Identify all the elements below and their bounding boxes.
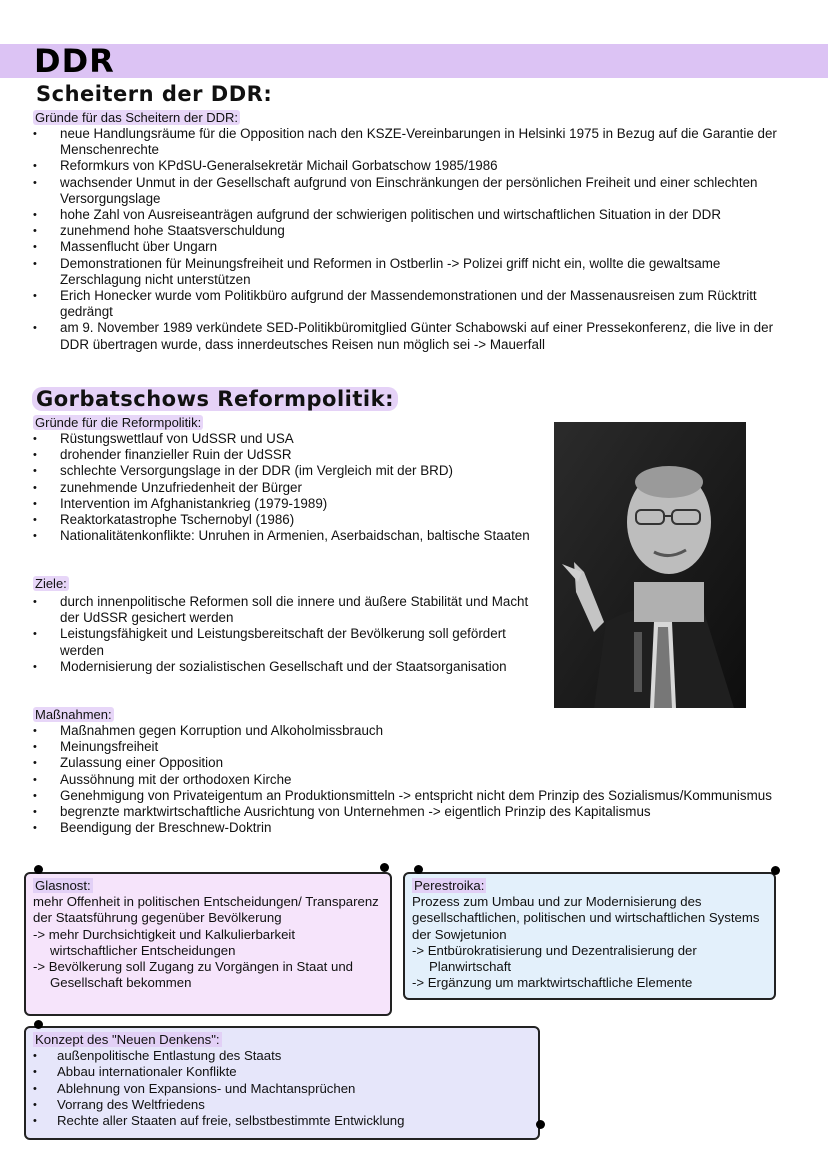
- perestroika-arrow-1: -> Entbürokratisierung und Dezentralisierung der Planwirtschaft: [412, 942, 697, 975]
- list-item: • Intervention im Afghanistankrieg (1979-1989): [33, 496, 533, 512]
- list-item: • Beendigung der Breschnew-Doktrin: [33, 820, 793, 836]
- list-item: • Rechte aller Staaten auf freie, selbstbestimmte Entwicklung: [33, 1113, 531, 1129]
- pin-dot: [536, 1120, 545, 1129]
- neues-denken-box: [24, 1026, 540, 1140]
- list-item: • Maßnahmen gegen Korruption und Alkoholmissbrauch: [33, 723, 793, 739]
- perestroika-box: [403, 872, 776, 1000]
- massnahmen-label: Maßnahmen:: [35, 707, 112, 722]
- perestroika-text: Prozess zum Umbau und zur Modernisierung des gesellschaftlichen, politischen und wirtschaftlichen Systems der Sowjetunion: [412, 894, 760, 942]
- list-item: • Aussöhnung mit der orthodoxen Kirche: [33, 772, 793, 788]
- list-item: • zunehmende Unzufriedenheit der Bürger: [33, 480, 533, 496]
- title-band: [0, 44, 828, 78]
- glasnost-box: [24, 872, 392, 1016]
- list-item: • Vorrang des Weltfriedens: [33, 1097, 531, 1113]
- list-item: • Abbau internationaler Konflikte: [33, 1064, 531, 1080]
- pin-dot: [771, 866, 780, 875]
- list-item: • Massenflucht über Ungarn: [33, 239, 793, 255]
- neues-denken-label: Konzept des "Neuen Denkens":: [35, 1032, 220, 1047]
- list-item: • hohe Zahl von Ausreiseanträgen aufgrund der schwierigen politischen und wirtschaftlichen Situation in der DDR: [33, 207, 793, 223]
- list-item: • außenpolitische Entlastung des Staats: [33, 1048, 531, 1064]
- gruende-list: [33, 431, 533, 544]
- list-item: • Genehmigung von Privateigentum an Produktionsmitteln -> entspricht nicht dem Prinzip des Sozialismus/Kommunismus: [33, 788, 793, 804]
- list-item: • Demonstrationen für Meinungsfreiheit und Reformen in Ostberlin -> Polizei griff nicht ein, wollte die gewaltsame Zerschlagung nicht unterstützen: [33, 256, 793, 288]
- list-item: • zunehmend hohe Staatsverschuldung: [33, 223, 793, 239]
- section-heading-gorbatschow: Gorbatschows Reformpolitik:: [32, 387, 398, 411]
- pin-dot: [414, 865, 423, 874]
- perestroika-label: Perestroika:: [414, 878, 485, 893]
- list-item: • Erich Honecker wurde vom Politikbüro aufgrund der Massendemonstrationen und der Massenausreisen zum Rücktritt gedrängt: [33, 288, 793, 320]
- massnahmen-list: [33, 723, 793, 836]
- glasnost-text: mehr Offenheit in politischen Entscheidungen/ Transparenz der Staatsführung gegenüber Bevölkerung: [33, 894, 379, 926]
- list-item: • Modernisierung der sozialistischen Gesellschaft und der Staatsorganisation: [33, 659, 543, 675]
- list-item: • Meinungsfreiheit: [33, 739, 793, 755]
- list-item: • Zulassung einer Opposition: [33, 755, 793, 771]
- gruende-label: Gründe für die Reformpolitik:: [35, 415, 202, 430]
- pin-dot: [34, 865, 43, 874]
- page-title: DDR: [34, 42, 115, 80]
- gorbatschow-photo: [554, 422, 746, 708]
- pin-dot: [380, 863, 389, 872]
- list-item: • am 9. November 1989 verkündete SED-Politikbüromitglied Günter Schabowski auf einer Pressekonferenz, die live in der DDR übertragen wurde, dass innerdeutsches Reisen nun möglich sei -> Mauerfall: [33, 320, 793, 352]
- scheitern-list: [33, 126, 793, 353]
- list-item: • schlechte Versorgungslage in der DDR (im Vergleich mit der BRD): [33, 463, 533, 479]
- pin-dot: [34, 1020, 43, 1029]
- list-item: • begrenzte marktwirtschaftliche Ausrichtung von Unternehmen -> eigentlich Prinzip des Kapitalismus: [33, 804, 793, 820]
- list-item: • Leistungsfähigkeit und Leistungsbereitschaft der Bevölkerung soll gefördert werden: [33, 626, 543, 658]
- list-item: • Reaktorkatastrophe Tschernobyl (1986): [33, 512, 533, 528]
- list-item: • Nationalitätenkonflikte: Unruhen in Armenien, Aserbaidschan, baltische Staaten: [33, 528, 533, 544]
- glasnost-arrow-2: -> Bevölkerung soll Zugang zu Vorgängen in Staat und Gesellschaft bekommen: [33, 959, 354, 991]
- glasnost-arrow-1: -> mehr Durchsichtigkeit und Kalkulierbarkeit wirtschaftlicher Entscheidungen: [33, 926, 296, 958]
- list-item: • Reformkurs von KPdSU-Generalsekretär Michail Gorbatschow 1985/1986: [33, 158, 793, 174]
- list-item: • wachsender Unmut in der Gesellschaft aufgrund von Einschränkungen der persönlichen Freiheit und einer schlechten Versorgungslage: [33, 175, 793, 207]
- section-heading-scheitern: Scheitern der DDR:: [36, 82, 273, 106]
- ziele-list: [33, 594, 543, 675]
- neues-denken-list: [33, 1048, 531, 1129]
- list-item: • Ablehnung von Expansions- und Machtansprüchen: [33, 1081, 531, 1097]
- list-item: • neue Handlungsräume für die Opposition nach den KSZE-Vereinbarungen in Helsinki 1975 in Bezug auf die Garantie der Menschenrechte: [33, 126, 793, 158]
- ziele-label: Ziele:: [35, 576, 67, 591]
- list-item: • Rüstungswettlauf von UdSSR und USA: [33, 431, 533, 447]
- scheitern-label: Gründe für das Scheitern der DDR:: [35, 110, 239, 125]
- perestroika-arrow-2: -> Ergänzung um marktwirtschaftliche Elemente: [412, 975, 693, 991]
- list-item: • drohender finanzieller Ruin der UdSSR: [33, 447, 533, 463]
- portrait-illustration: [554, 422, 746, 708]
- glasnost-label: Glasnost:: [35, 878, 91, 893]
- list-item: • durch innenpolitische Reformen soll die innere und äußere Stabilität und Macht der UdSSR gesichert werden: [33, 594, 543, 626]
